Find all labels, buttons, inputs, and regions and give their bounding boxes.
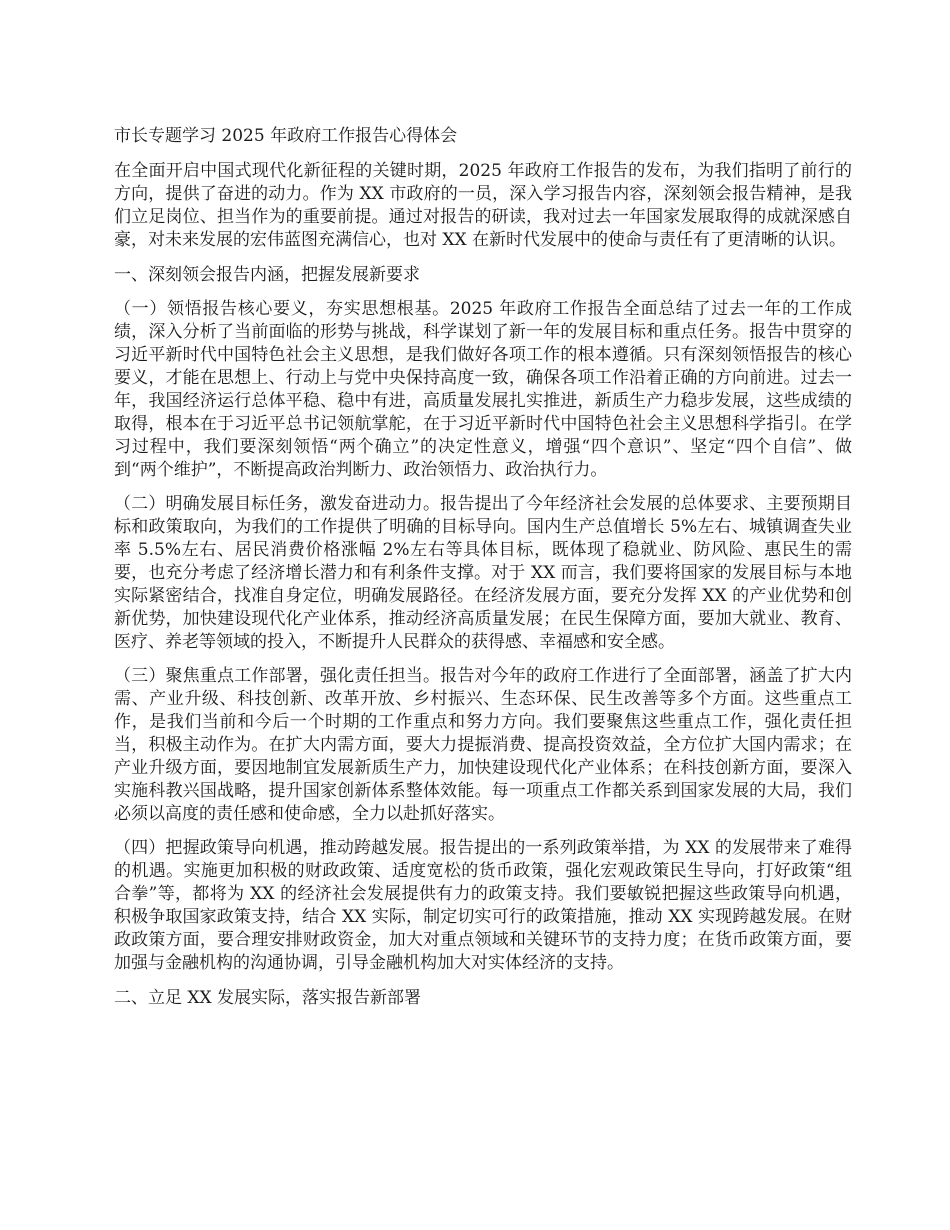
paragraph-2: （二）明确发展目标任务，激发奋进动力。报告提出了今年经济社会发展的总体要求、主要预期目标和政策取向，为我们的工作提供了明确的目标导向。国内生产总值增长 5%左右、城镇调查失业率 5.5%左右、居民消费价格涨幅 2%左右等具体目标，既体现了稳就业、防风险、惠民生的需要，也充分考虑了经济增长潜力和有利条件支撑。对于 XX 而言，我们要将国家的发展目标与本地实际紧密结合，找准自身定位，明确发展路径。在经济发展方面，要充分发挥 XX 的产业优势和创新优势，加快建设现代化产业体系，推动经济高质量发展；在民生保障方面，要加大就业、教育、医疗、养老等领域的投入，不断提升人民群众的获得感、幸福感和安全感。 [114, 494, 852, 652]
paragraph-4: （四）把握政策导向机遇，推动跨越发展。报告提出的一系列政策举措，为 XX 的发展带来了难得的机遇。实施更加积极的财政政策、适度宽松的货币政策，强化宏观政策民生导向，打好政策“组合拳”等，都将为 XX 的经济社会发展提供有力的政策支持。我们要敏锐把握这些政策导向机遇，积极争取国家政策支持，结合 XX 实际，制定切实可行的政策措施，推动 XX 实现跨越发展。在财政政策方面，要合理安排财政资金，加大对重点领域和关键环节的支持力度；在货币政策方面，要加强与金融机构的沟通协调，引导金融机构加大对实体经济的支持。 [114, 838, 852, 973]
section-heading-2: 二、立足 XX 发展实际，落实报告新部署 [114, 988, 422, 1008]
paragraph-3: （三）聚焦重点工作部署，强化责任担当。报告对今年的政府工作进行了全面部署，涵盖了扩大内需、产业升级、科技创新、改革开放、乡村振兴、生态环保、民生改善等多个方面。这些重点工作，是我们当前和今后一个时期的工作重点和努力方向。我们要聚焦这些重点工作，强化责任担当，积极主动作为。在扩大内需方面，要大力提振消费、提高投资效益，全方位扩大国内需求；在产业升级方面，要因地制宜发展新质生产力，加快建设现代化产业体系；在科技创新方面，要深入实施科教兴国战略，提升国家创新体系整体效能。每一项重点工作都关系到国家发展的大局，我们必须以高度的责任感和使命感，全力以赴抓好落实。 [114, 666, 852, 824]
document-page [114, 124, 852, 1021]
intro-paragraph: 在全面开启中国式现代化新征程的关键时期，2025 年政府工作报告的发布，为我们指明了前行的方向，提供了奋进的动力。作为 XX 市政府的一员，深入学习报告内容，深刻领会报告精神，是我们立足岗位、担当作为的重要前提。通过对报告的研读，我对过去一年国家发展取得的成就深感自豪，对未来发展的宏伟蓝图充满信心，也对 XX 在新时代发展中的使命与责任有了更清晰的认识。 [114, 161, 852, 250]
paragraph-1: （一）领悟报告核心要义，夯实思想根基。2025 年政府工作报告全面总结了过去一年的工作成绩，深入分析了当前面临的形势与挑战，科学谋划了新一年的发展目标和重点任务。报告中贯穿的习近平新时代中国特色社会主义思想，是我们做好各项工作的根本遵循。只有深刻领悟报告的核心要义，才能在思想上、行动上与党中央保持高度一致，确保各项工作沿着正确的方向前进。过去一年，我国经济运行总体平稳、稳中有进，高质量发展扎实推进，新质生产力稳步发展，这些成绩的取得，根本在于习近平总书记领航掌舵，在于习近平新时代中国特色社会主义思想科学指引。在学习过程中，我们要深刻领悟“两个确立”的决定性意义，增强“四个意识”、坚定“四个自信”、做到“两个维护”，不断提高政治判断力、政治领悟力、政治执行力。 [114, 299, 852, 480]
document-title: 市长专题学习 2025 年政府工作报告心得体会 [114, 126, 458, 146]
section-heading-1: 一、深刻领会报告内涵，把握发展新要求 [114, 265, 420, 285]
